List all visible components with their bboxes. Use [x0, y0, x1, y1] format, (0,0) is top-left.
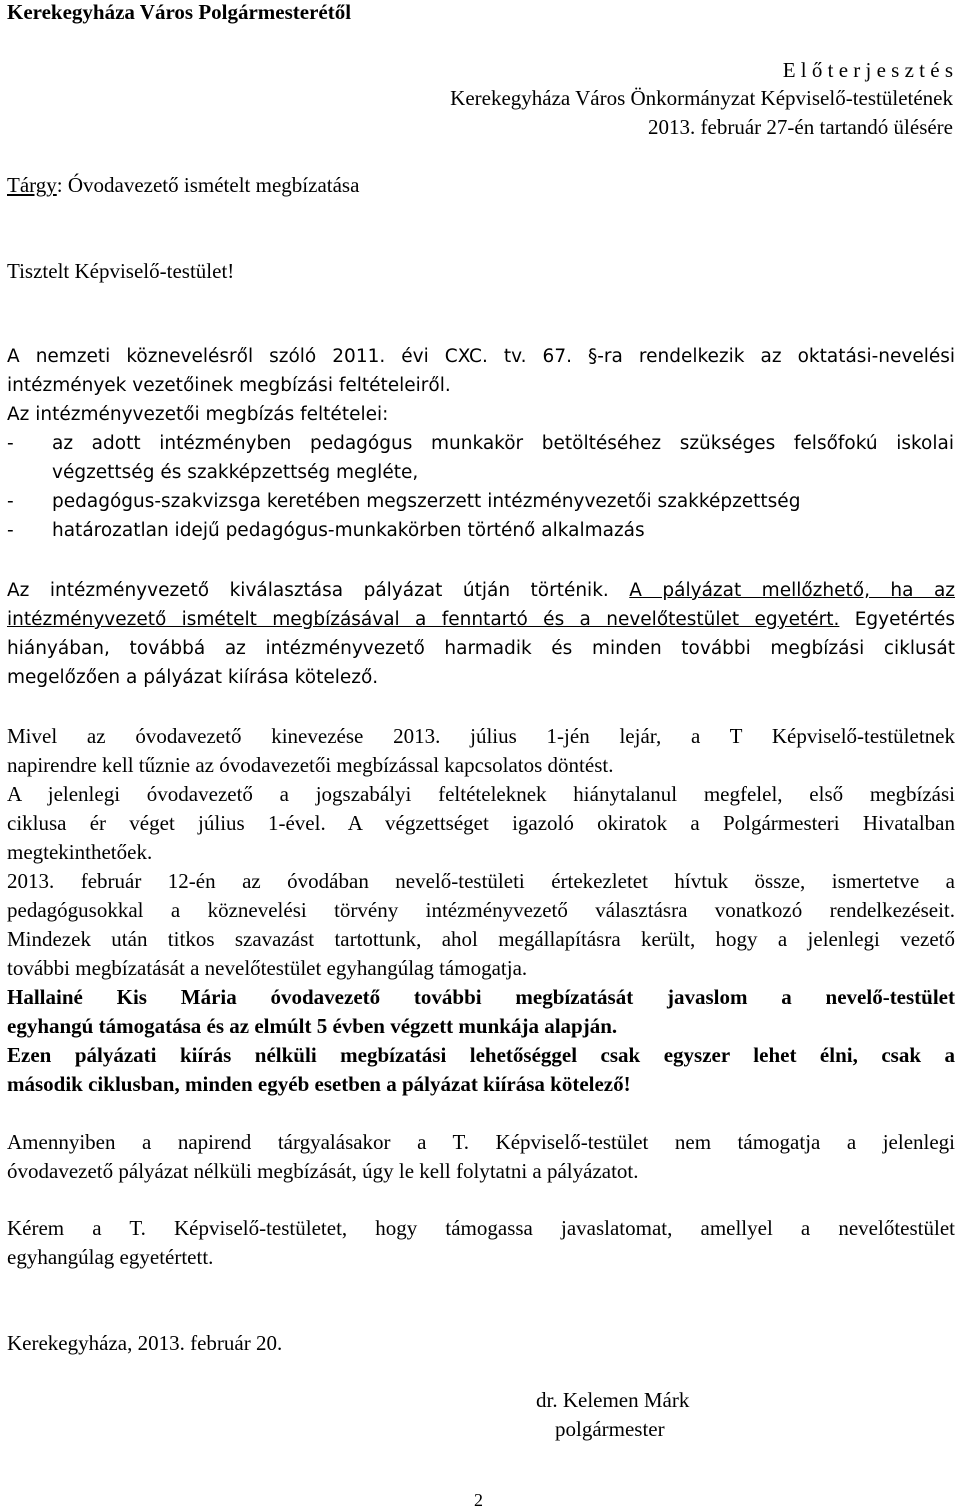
- selection-line-4: megelőzően a pályázat kiírása kötelező.: [7, 667, 379, 688]
- page-number: 2: [474, 1490, 483, 1510]
- legal-reference-line-2: intézmények vezetőinek megbízási feltételeiről.: [7, 375, 451, 396]
- selection-underlined-text-2: intézményvezető ismételt megbízásával a fenntartó és a nevelőtestület egyetért.: [7, 609, 840, 630]
- subject-line: [7, 173, 359, 198]
- body-p3-line-1: 2013. február 12-én az óvodában nevelő-testületi értekezletet hívtuk össze, ismertetve a: [7, 869, 955, 893]
- proposal-line-4: második ciklusban, minden egyéb esetben a pályázat kiírása kötelező!: [7, 1072, 631, 1096]
- signatory-name: dr. Kelemen Márk: [536, 1388, 690, 1412]
- selection-line-1: [7, 580, 955, 601]
- closing-p2-line-1: Kérem a T. Képviselő-testületet, hogy támogassa javaslatomat, amellyel a nevelőtestület: [7, 1216, 955, 1240]
- subject-text: Óvodavezető ismételt megbízatása: [67, 173, 360, 197]
- condition-dash-1: -: [7, 433, 14, 454]
- conditions-intro: Az intézményvezetői megbízás feltételei:: [7, 404, 389, 425]
- condition-item-1-line-1: az adott intézményben pedagógus munkakör betöltéséhez szükséges felsőfokú iskolai: [52, 433, 954, 454]
- closing-p1-line-1: Amennyiben a napirend tárgyalásakor a T. Képviselő-testület nem támogatja a jelenlegi: [7, 1130, 955, 1154]
- signatory-title: polgármester: [555, 1417, 665, 1441]
- selection-underlined-text-1: A pályázat mellőzhető, ha az: [629, 580, 956, 601]
- proposal-line-3: Ezen pályázati kiírás nélküli megbízatási lehetőséggel csak egyszer lehet élni, csak a: [7, 1043, 955, 1067]
- body-p1-line-2: napirendre kell tűznie az óvodavezetői megbízással kapcsolatos döntést.: [7, 753, 614, 777]
- body-p2-line-1: A jelenlegi óvodavezető a jogszabályi feltételeknek hiánytalanul megfelel, első megbízási: [7, 782, 955, 806]
- sender-heading: Kerekegyháza Város Polgármesterétől: [7, 0, 352, 24]
- subject-colon: :: [56, 173, 63, 197]
- document-type-title: E l ő t e r j e s z t é s: [782, 58, 953, 82]
- meeting-date-line: 2013. február 27-én tartandó ülésére: [648, 115, 953, 139]
- condition-item-3: határozatlan idejű pedagógus-munkakörben történő alkalmazás: [52, 520, 645, 541]
- condition-dash-2: -: [7, 491, 14, 512]
- selection-plain-text: Az intézményvezető kiválasztása pályázat útján történik.: [7, 580, 609, 601]
- body-p2-line-3: megtekinthetőek.: [7, 840, 153, 864]
- legal-reference-line-1: A nemzeti köznevelésről szóló 2011. évi CXC. tv. 67. §-ra rendelkezik az oktatási-nevelési: [7, 346, 955, 367]
- condition-item-2: pedagógus-szakvizsga keretében megszerzett intézményvezetői szakképzettség: [52, 491, 801, 512]
- body-p4-line-1: Mindezek után titkos szavazást tartottunk, ahol megállapításra került, hogy a jelenlegi vezető: [7, 927, 955, 951]
- selection-line-2: [7, 609, 955, 630]
- subject-label: Tárgy: [7, 173, 57, 197]
- addressee-line: Kerekegyháza Város Önkormányzat Képviselő-testületének: [450, 86, 953, 110]
- body-p4-line-2: további megbízatását a nevelőtestület egyhangúlag támogatja.: [7, 956, 528, 980]
- closing-p1-line-2: óvodavezető pályázat nélküli megbízását, úgy le kell folytatni a pályázatot.: [7, 1159, 639, 1183]
- selection-plain-text-2: Egyetértés: [854, 609, 955, 630]
- proposal-line-2: egyhangú támogatása és az elmúlt 5 évben végzett munkája alapján.: [7, 1014, 618, 1038]
- salutation: Tisztelt Képviselő-testület!: [7, 259, 235, 283]
- proposal-line-1: Hallainé Kis Mária óvodavezető további megbízatását javaslom a nevelő-testület: [7, 985, 955, 1009]
- body-p2-line-2: ciklusa ér véget július 1-ével. A végzettséget igazoló okiratok a Polgármesteri Hivatalban: [7, 811, 955, 835]
- closing-p2-line-2: egyhangúlag egyetértett.: [7, 1245, 214, 1269]
- place-and-date: Kerekegyháza, 2013. február 20.: [7, 1331, 283, 1355]
- condition-dash-3: -: [7, 520, 14, 541]
- selection-line-3: hiányában, továbbá az intézményvezető harmadik és minden további megbízási ciklusát: [7, 638, 955, 659]
- body-p1-line-1: Mivel az óvodavezető kinevezése 2013. július 1-jén lejár, a T Képviselő-testületnek: [7, 724, 955, 748]
- body-p3-line-2: pedagógusokkal a köznevelési törvény intézményvezető választásra vonatkozó rendelkezéseit.: [7, 898, 955, 922]
- condition-item-1-line-2: végzettség és szakképzettség megléte,: [52, 462, 419, 483]
